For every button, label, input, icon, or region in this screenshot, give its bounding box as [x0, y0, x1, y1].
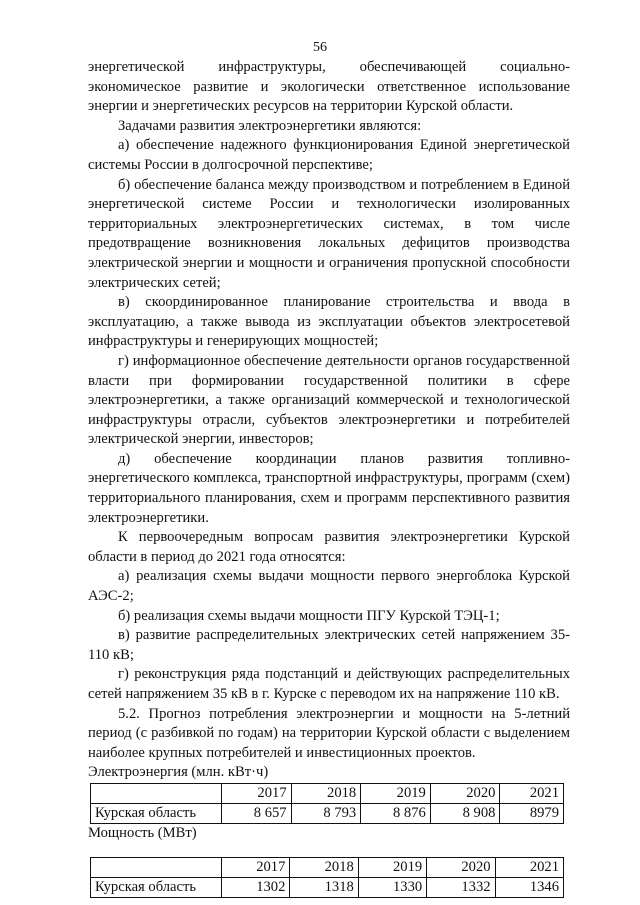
table-caption-energy: Электроэнергия (млн. кВт·ч) [88, 764, 269, 781]
paragraph-task-v: в) скоординированное планирование строительства и ввода в эксплуатацию, а также вывода из эксплуатации объектов электросетевой инфраструктуры и генерирующих мощностей; [88, 294, 570, 350]
table-header-row [91, 783, 564, 803]
paragraph-priority-a: а) реализация схемы выдачи мощности первого энергоблока Курской АЭС-2; [88, 568, 570, 605]
table-year-cell: 2019 [361, 783, 431, 803]
table-corner-cell [91, 857, 222, 877]
paragraph-priority-v: в) развитие распределительных электрических сетей напряжением 35-110 кВ; [88, 627, 570, 663]
paragraph-task-b: б) обеспечение баланса между производством и потреблением в Единой энергетической системе России и технологически изолированных территориальных электроэнергетических системах, в том числе предотвращение возникновения локальных дефицитов производства электрической энергии и мощности и ограничения пропускной способности электрических сетей; [88, 176, 570, 291]
table-value-cell: 1318 [290, 877, 358, 897]
table-value-cell: 8979 [500, 803, 564, 823]
paragraph-task-d: д) обеспечение координации планов развития топливно-энергетического комплекса, транспортной инфраструктуры, программ (схем) территориального планирования, схем и программ перспективного развития электроэнергетики. [88, 450, 570, 526]
table-row-label: Курская область [91, 877, 222, 897]
paragraph-task-g: г) информационное обеспечение деятельности органов государственной власти при формировании государственной политики в сфере электроэнергетики, а также организаций коммерческой и технологической инфраструктуры отрасли, субъектов электроэнергетики и потребителей электрической энергии, инвесторов; [88, 352, 570, 448]
table-year-cell: 2019 [358, 857, 426, 877]
paragraph-tasks-heading: Задачами развития электроэнергетики являются: [118, 117, 422, 134]
paragraph-priority-g: г) реконструкция ряда подстанций и действующих распределительных сетей напряжением 35 кВ в г. Курске с переводом их на напряжение 110 кВ. [88, 666, 570, 702]
table-energy [90, 783, 564, 824]
paragraph-task-a: а) обеспечение надежного функционирования Единой энергетической системы России в долгосрочной перспективе; [88, 137, 570, 173]
table-header-row [91, 857, 564, 877]
table-spacer [88, 844, 570, 857]
table-value-cell: 8 793 [291, 803, 361, 823]
table-row [91, 877, 564, 897]
table-value-cell: 8 876 [361, 803, 431, 823]
table-value-cell: 8 657 [222, 803, 292, 823]
table-value-cell: 1332 [427, 877, 495, 897]
paragraph-priority-b: б) реализация схемы выдачи мощности ПГУ Курской ТЭЦ-1; [118, 607, 500, 624]
table-year-cell: 2020 [427, 857, 495, 877]
table-row [91, 803, 564, 823]
table-corner-cell [91, 783, 222, 803]
table-value-cell: 1330 [358, 877, 426, 897]
table-value-cell: 1302 [222, 877, 290, 897]
table-year-cell: 2017 [222, 857, 290, 877]
table-row-label: Курская область [91, 803, 222, 823]
table-year-cell: 2018 [290, 857, 358, 877]
table-year-cell: 2021 [495, 857, 563, 877]
table-year-cell: 2020 [430, 783, 500, 803]
paragraph-intro: энергетической инфраструктуры, обеспечивающей социально-экономическое развитие и экологически ответственное использование энергии и энергетических ресурсов на территории Курской области. [88, 59, 570, 115]
paragraph-section-5-2: 5.2. Прогноз потребления электроэнергии и мощности на 5-летний период (с разбивкой по годам) на территории Курской области с выделением наиболее крупных потребителей и инвестиционных проектов. [88, 705, 570, 761]
page-number: 56 [313, 40, 327, 55]
paragraph-priorities-heading: К первоочередным вопросам развития электроэнергетики Курской области в период до 2021 года относятся: [88, 529, 570, 565]
table-caption-power: Мощность (МВт) [88, 824, 197, 841]
table-year-cell: 2018 [291, 783, 361, 803]
table-year-cell: 2021 [500, 783, 564, 803]
table-year-cell: 2017 [222, 783, 292, 803]
table-power [90, 857, 564, 898]
table-value-cell: 1346 [495, 877, 563, 897]
document-body [88, 58, 570, 898]
table-value-cell: 8 908 [430, 803, 500, 823]
